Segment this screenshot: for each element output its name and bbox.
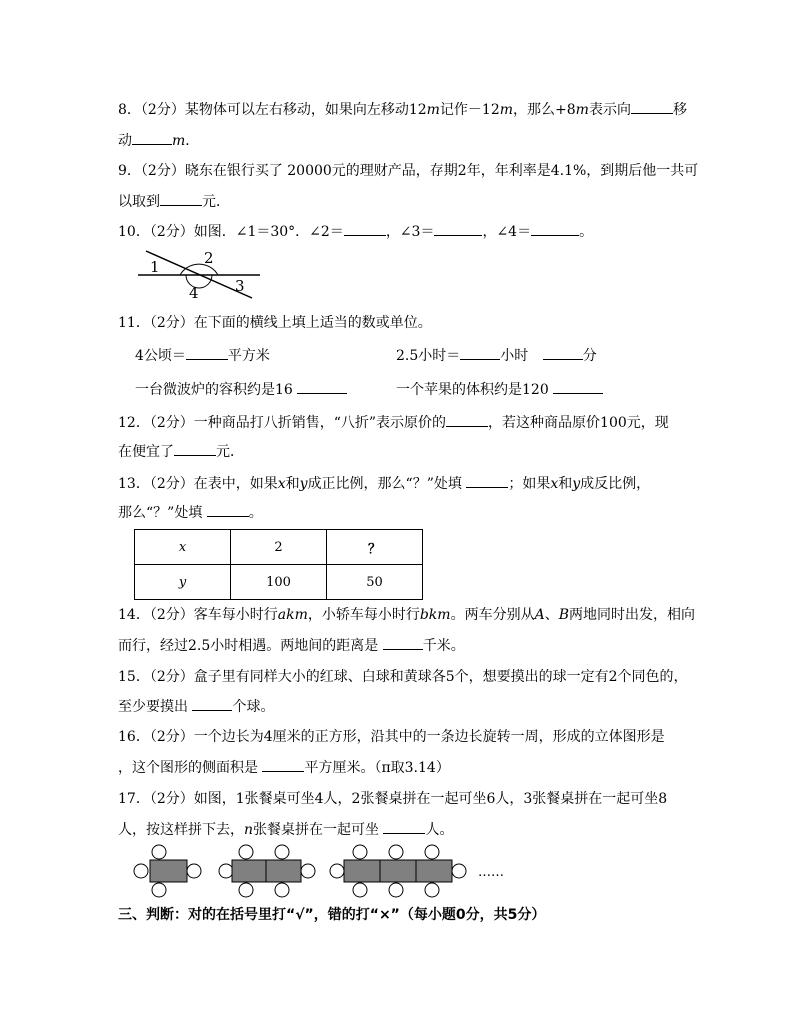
question-17-line2: 人，按这样拼下去，n张餐桌拼在一起可坐 人。 — [118, 822, 454, 838]
answer-blank[interactable] — [132, 131, 172, 145]
table-row — [135, 565, 423, 600]
answer-blank[interactable] — [446, 413, 488, 427]
table-group-2 — [219, 845, 315, 897]
angle-label-3: 3 — [235, 277, 245, 295]
table-cell: ？ — [327, 530, 423, 565]
answer-blank[interactable] — [466, 474, 508, 488]
answer-blank[interactable] — [344, 222, 386, 236]
table-group-1 — [134, 845, 201, 897]
proportion-table — [134, 529, 423, 600]
question-11-title: 11．（2分）在下面的横线上填上适当的数或单位。 — [118, 315, 432, 331]
question-15-line1: 15．（2分）盒子里有同样大小的红球、白球和黄球各5个，想要摸出的球一定有2个同色的， — [118, 669, 688, 685]
question-9-line2: 以取到 元． — [118, 194, 230, 210]
answer-blank[interactable] — [631, 100, 673, 114]
answer-blank[interactable] — [262, 758, 304, 772]
question-13-line2: 那么“？”处填 。 — [118, 505, 263, 521]
question-12-line2: 在便宜了 元． — [118, 444, 244, 460]
question-14-line2: 而行，经过2.5小时相遇。两地间的距离是 千米。 — [118, 638, 465, 654]
question-8-line1: 8．（2分）某物体可以左右移动，如果向左移动12m记作－12m，那么+8m表示向 移 — [118, 102, 687, 118]
answer-blank[interactable] — [434, 222, 482, 236]
table-cell: 100 — [231, 565, 327, 600]
dining-tables-diagram — [132, 843, 512, 899]
question-13-line1: 13．（2分）在表中，如果x和y成正比例，那么“？”处填 ；如果x和y成反比例， — [118, 476, 651, 492]
continuation-dots: …… — [478, 865, 504, 880]
angle-label-2: 2 — [204, 249, 214, 267]
question-17-line1: 17．（2分）如图，1张餐桌可坐4人，2张餐桌拼在一起可坐6人，3张餐桌拼在一起可坐8 — [118, 791, 668, 807]
answer-blank[interactable] — [553, 380, 603, 394]
answer-blank[interactable] — [174, 442, 216, 456]
question-10: 10．（2分）如图．∠1＝30°．∠2＝ ，∠3＝ ，∠4＝ 。 — [118, 224, 594, 240]
question-8-line2: 动 m． — [118, 133, 200, 149]
answer-blank[interactable] — [383, 636, 423, 650]
question-16-line2: ，这个图形的侧面积是 平方厘米。（π取3.14） — [118, 760, 450, 776]
question-12-line1: 12．（2分）一种商品打八折销售，“八折”表示原价的 ，若这种商品原价100元，现 — [118, 415, 669, 431]
angle-diagram — [136, 246, 262, 304]
answer-blank[interactable] — [543, 346, 583, 360]
table-group-3 — [330, 845, 466, 897]
answer-blank[interactable] — [160, 192, 202, 206]
table-row — [135, 530, 423, 565]
question-14-line1: 14．（2分）客车每小时行akm，小轿车每小时行bkm。两车分别从A、B两地同时出发，相向 — [118, 607, 695, 623]
answer-blank[interactable] — [297, 380, 347, 394]
answer-blank[interactable] — [207, 503, 249, 517]
angle-label-4: 4 — [189, 284, 199, 302]
answer-blank[interactable] — [460, 346, 500, 360]
answer-blank[interactable] — [383, 820, 425, 834]
question-16-line1: 16．（2分）一个边长为4厘米的正方形，沿其中的一条边长旋转一周，形成的立体图形是 — [118, 729, 665, 745]
table-cell: y — [135, 565, 231, 600]
answer-blank[interactable] — [186, 346, 228, 360]
table-cell: 2 — [231, 530, 327, 565]
answer-blank[interactable] — [531, 222, 579, 236]
question-11-row2-right: 一个苹果的体积约是120 — [396, 380, 603, 399]
question-11-row1-left: 4公顷＝ 平方米 — [135, 348, 270, 364]
question-15-line2: 至少要摸出 个球。 — [118, 699, 275, 715]
table-cell: 50 — [327, 565, 423, 600]
answer-blank[interactable] — [192, 697, 232, 711]
table-cell: x — [135, 530, 231, 565]
section-3-heading: 三、判断：对的在括号里打“√”，错的打“×”（每小题0分，共5分） — [118, 907, 546, 923]
question-9-line1: 9．（2分）晓东在银行买了 20000元的理财产品，存期2年，年利率是4.1%，到期后他一共可 — [118, 163, 699, 179]
angle-label-1: 1 — [150, 258, 160, 276]
question-11-row1-right: 2.5小时＝ 小时 分 — [396, 348, 597, 364]
question-11-row2-left: 一台微波炉的容积约是16 — [135, 380, 347, 399]
